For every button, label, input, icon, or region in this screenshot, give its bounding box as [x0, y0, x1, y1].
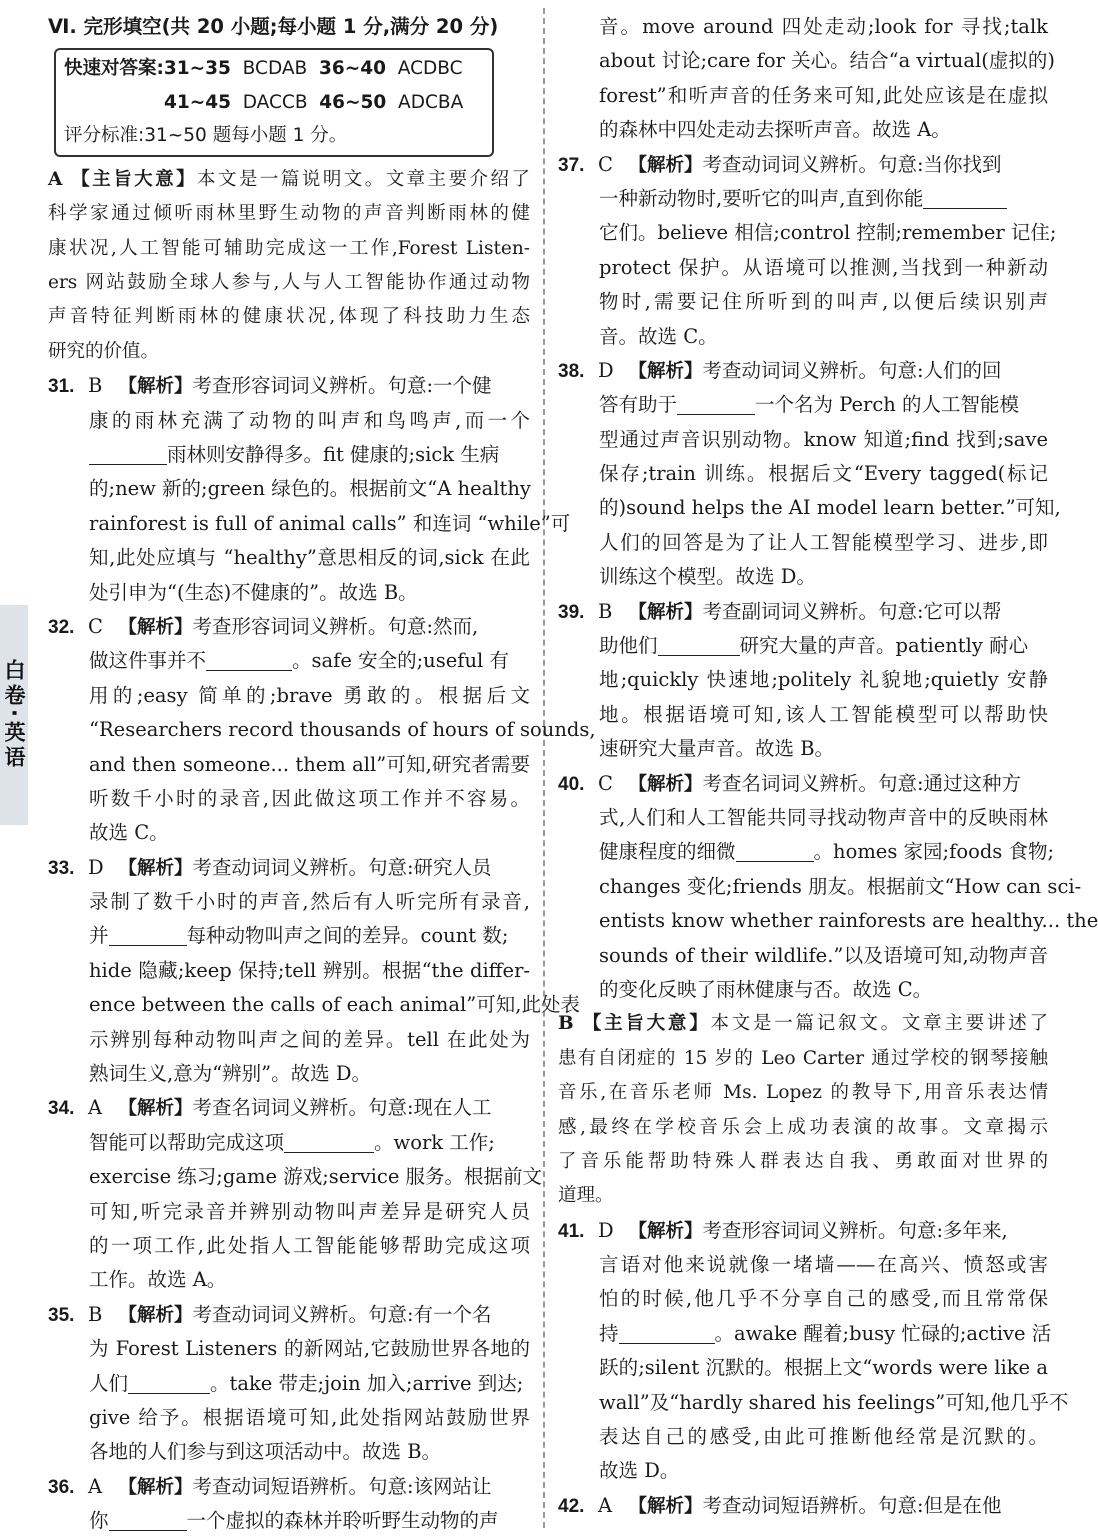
explanation-line: [48, 438, 530, 472]
question-number: 42.: [558, 1495, 585, 1517]
question-item: [558, 354, 1048, 388]
text-run: forest”和听声音的任务来可知,此处应该是在虚拟: [599, 83, 1048, 107]
text-run: 人们的回答是为了让人工智能模型学习、进步,即: [599, 530, 1048, 554]
explanation-line: [48, 1057, 530, 1091]
text-run: 考查动词短语辨析。句意:但是在他: [702, 1493, 1002, 1517]
text-run: 各地的人们参与到这项活动中。故选 B。: [89, 1440, 442, 1464]
explanation-line: [558, 388, 1048, 422]
explanation-line: [558, 423, 1048, 457]
text-run: B: [558, 1013, 583, 1035]
explanation-line: [48, 576, 530, 610]
explanation-line: [48, 988, 580, 1022]
analysis-tag: 【解析】: [112, 376, 193, 398]
text-run: 研究的价值。: [48, 340, 160, 362]
text-run: 示辨别每种动物叫声之间的差异。tell 在此处为: [89, 1027, 530, 1051]
text-run: 考查名词词义辨析。句意:现在人工: [192, 1096, 492, 1120]
text-run: DACCB: [230, 91, 320, 113]
text-run: 快速对答案:: [64, 58, 164, 80]
text-run: 你: [89, 1509, 109, 1533]
text-run: A: [48, 168, 72, 190]
explanation-line: [558, 1317, 1052, 1351]
text-run: 一种新动物时,要听它的叫声,直到你能: [599, 186, 924, 210]
text-run: 速研究大量声音。故选 B。: [599, 737, 835, 761]
analysis-tag: 【解析】: [622, 1495, 703, 1517]
answer-letter: D: [598, 1218, 614, 1242]
summary-line: [48, 300, 530, 334]
text-run: 31~35: [163, 58, 231, 80]
text-run: 训练这个模型。故选 D。: [599, 565, 816, 589]
text-run: and then someone... them all”可知,研究者需要: [89, 752, 530, 776]
answer-blank: [109, 923, 187, 946]
text-run: 的;new 新的;green 绿色的。根据前文“A healthy: [89, 477, 531, 501]
summary-line: [48, 197, 530, 231]
explanation-line: [558, 1351, 1048, 1385]
explanation-line: [558, 560, 1048, 594]
question-number: 36.: [48, 1476, 75, 1498]
text-run: 的一项工作,此处指人工智能能够帮助完成这项: [89, 1234, 530, 1257]
explanation-line: [558, 1282, 1048, 1316]
explanation-line: [48, 885, 530, 919]
question-number: 38.: [558, 360, 585, 382]
answer-blank: [619, 1321, 715, 1344]
summary-line: [558, 1179, 1048, 1213]
summary-line: [48, 232, 530, 266]
text-run: 考查名词词义辨析。句意:通过这种方: [702, 771, 1022, 795]
analysis-tag: 【解析】: [112, 616, 193, 638]
explanation-line: [48, 1332, 530, 1366]
question-number: 34.: [48, 1098, 75, 1120]
question-number: 35.: [48, 1304, 75, 1326]
text-run: 雨林则安静得多。fit 健康的;sick 生病: [167, 443, 500, 467]
answer-letter: A: [88, 1096, 103, 1120]
question-item: [48, 851, 530, 885]
question-item: [48, 1298, 530, 1332]
text-run: rainforest is full of animal calls” 和连词 “while”可: [89, 511, 571, 535]
question-item: [48, 610, 530, 644]
explanation-line: [558, 1386, 1069, 1420]
text-run: 健康程度的细微: [599, 840, 736, 864]
answer-letter: C: [598, 152, 613, 176]
question-number: 37.: [558, 154, 585, 176]
text-run: BCDAB: [230, 58, 319, 80]
explanation-line: [558, 973, 1048, 1007]
question-number: 39.: [558, 601, 585, 623]
answer-letter: A: [598, 1493, 613, 1517]
side-tab-label: 白卷·英语: [2, 659, 26, 771]
explanation-line: [48, 1367, 530, 1401]
explanation-line: [558, 1454, 1048, 1488]
summary-line: [558, 1007, 1048, 1041]
answer-key-line: [64, 52, 484, 86]
text-run: 听数千小时的录音,因此做这项工作并不容易。: [89, 786, 530, 810]
summary-line: [558, 1111, 1048, 1145]
text-run: 音。move around 四处走动;look for 寻找;talk: [599, 15, 1048, 38]
text-run: sounds of their wildlife.”以及语境可知,动物声音: [599, 943, 1048, 967]
analysis-tag: 【解析】: [112, 857, 193, 879]
analysis-tag: 【解析】: [622, 360, 703, 382]
text-run: 助他们: [599, 634, 658, 658]
text-run: 它们。believe 相信;control 控制;remember 记住;: [599, 221, 1057, 245]
text-run: about 讨论;care for 关心。结合“a virtual(虚拟的): [599, 49, 1055, 73]
text-run: 言语对他来说就像一堵墙——在高兴、愤怒或害: [599, 1253, 1048, 1277]
text-run: give 给予。根据语境可知,此处指网站鼓励世界: [89, 1405, 530, 1429]
text-run: 评分标准:31~50 题每小题 1 分。: [64, 125, 348, 147]
text-run: 考查动词词义辨析。句意:人们的回: [702, 358, 1002, 382]
answer-blank: [923, 186, 1007, 209]
explanation-line: [558, 457, 1048, 491]
text-run: 了音乐能帮助特殊人群表达自我、勇敢面对世界的: [558, 1150, 1048, 1172]
question-number: 32.: [48, 616, 75, 638]
explanation-line: [48, 1435, 530, 1469]
text-run: ence between the calls of each animal”可知,此处表: [89, 993, 580, 1017]
text-run: 46~50: [319, 91, 387, 113]
text-run: 一个虚拟的森林并聆听野生动物的声: [186, 1509, 499, 1533]
text-run: 用的;easy 简单的;brave 勇敢的。根据后文: [89, 683, 530, 707]
explanation-line: [48, 919, 530, 953]
text-run: 熟词生义,意为“辨别”。故选 D。: [89, 1062, 371, 1086]
text-run: 科学家通过倾听雨林里野生动物的声音判断雨林的健: [48, 203, 530, 225]
text-run: 考查形容词词义辨析。句意:多年来,: [702, 1218, 1008, 1242]
text-run: entists know whether rainforests are healthy... the: [599, 909, 1098, 933]
answer-letter: B: [88, 374, 103, 398]
analysis-tag: 【解析】: [622, 1220, 703, 1242]
explanation-line: [558, 663, 1048, 697]
text-run: 知,此处应填与 “healthy”意思相反的词,sick 在此: [89, 546, 530, 570]
explanation-line: [558, 698, 1048, 732]
text-run: 患有自闭症的 15 岁的 Leo Carter 通过学校的钢琴接触: [558, 1047, 1048, 1069]
text-run: 人们: [89, 1371, 129, 1395]
text-run: ADCBA: [386, 91, 464, 113]
text-run: 康的雨林充满了动物的叫声和鸟鸣声,而一个: [89, 408, 530, 432]
explanation-line: [558, 1420, 1048, 1454]
answer-letter: C: [88, 614, 103, 638]
text-run: 物时,需要记住所听到的叫声,以便后续识别声: [599, 290, 1048, 314]
text-run: 。homes 家园;foods 食物;: [813, 840, 1055, 864]
text-run: 录制了数千小时的声音,然后有人听完所有录音,: [89, 890, 530, 914]
text-run: 答有助于: [599, 393, 678, 417]
summary-line: [48, 335, 530, 369]
question-item: [48, 1470, 530, 1504]
explanation-line: [48, 748, 530, 782]
text-run: [64, 92, 164, 113]
text-run: 型通过声音识别动物。know 知道;find 找到;save: [599, 427, 1048, 451]
answer-blank: [128, 1371, 210, 1394]
explanation-line: [558, 320, 1048, 354]
text-run: changes 变化;friends 朋友。根据前文“How can sci-: [599, 874, 1082, 898]
question-item: [558, 767, 1048, 801]
explanation-line: [558, 801, 1048, 835]
text-run: hide 隐藏;keep 保持;tell 辨别。根据“the differ-: [89, 958, 530, 982]
text-run: 36~40: [318, 58, 386, 80]
text-run: 41~45: [163, 91, 231, 113]
text-run: exercise 练习;game 游戏;service 服务。根据前文: [89, 1165, 543, 1189]
text-run: 本文是一篇说明文。文章主要介绍了: [197, 168, 530, 190]
explanation-line: [48, 404, 530, 438]
explanation-line: [558, 904, 1098, 938]
question-number: 40.: [558, 773, 585, 795]
text-run: 音。故选 C。: [599, 324, 718, 348]
question-item: [558, 148, 1048, 182]
text-run: 智能可以帮助完成这项: [89, 1130, 285, 1154]
quick-answer-box: [54, 48, 494, 157]
explanation-line: [48, 816, 530, 850]
summary-line: [558, 1042, 1048, 1076]
text-run: “Researchers record thousands of hours of sounds,: [89, 718, 596, 742]
explanation-line: [558, 1248, 1048, 1282]
answer-key-line: [64, 86, 484, 120]
question-number: 41.: [558, 1220, 585, 1242]
text-run: 持: [599, 1321, 619, 1345]
explanation-line: [48, 644, 530, 678]
text-run: 地。根据语境可知,该人工智能模型可以帮助快: [599, 702, 1048, 726]
explanation-line: [48, 954, 530, 988]
text-run: 康状况,人工智能可辅助完成这一工作,Forest Listen-: [48, 237, 530, 259]
text-run: 为 Forest Listeners 的新网站,它鼓励世界各地的: [89, 1337, 530, 1361]
explanation-line: [558, 285, 1048, 319]
answer-blank: [677, 392, 755, 415]
answer-blank: [736, 839, 814, 862]
explanation-line: [558, 526, 1048, 560]
text-run: 可知,听完录音并辨别动物叫声差异是研究人员: [89, 1199, 530, 1223]
right-column: [558, 10, 1098, 1523]
question-number: 31.: [48, 376, 75, 398]
explanation-line: [48, 1126, 530, 1160]
text-run: 式,人们和人工智能共同寻找动物声音中的反映雨林: [599, 805, 1048, 829]
answer-letter: D: [88, 855, 104, 879]
text-run: 的)sound helps the AI model learn better.”可知,: [599, 496, 1061, 520]
text-run: 音乐,在音乐老师 Ms. Lopez 的教导下,用音乐表达情: [558, 1082, 1048, 1104]
text-run: 考查动词词义辨析。句意:当你找到: [702, 152, 1002, 176]
explanation-line: [48, 1023, 530, 1057]
question-item: [558, 1489, 1048, 1523]
answer-letter: B: [88, 1302, 103, 1326]
analysis-tag: 【解析】: [622, 773, 703, 795]
text-run: 。take 带走;join 加入;arrive 到达;: [210, 1371, 524, 1395]
text-run: 考查动词短语辨析。句意:该网站让: [192, 1474, 492, 1498]
text-run: 故选 D。: [599, 1459, 680, 1483]
answer-blank: [284, 1130, 374, 1153]
analysis-tag: 【解析】: [112, 1476, 193, 1498]
answer-letter: A: [88, 1474, 103, 1498]
text-run: 考查动词词义辨析。句意:有一个名: [192, 1302, 492, 1326]
answer-letter: C: [598, 771, 613, 795]
question-item: [48, 369, 530, 403]
text-run: ACDBC: [385, 58, 463, 80]
explanation-line: [48, 1229, 530, 1263]
answer-blank: [658, 633, 740, 656]
summary-line: [558, 1076, 1048, 1110]
text-run: 做这件事并不: [89, 649, 207, 673]
answer-letter: D: [598, 358, 614, 382]
text-run: 。safe 安全的;useful 有: [292, 649, 509, 673]
text-run: 地;quickly 快速地;politely 礼貌地;quietly 安静: [599, 668, 1048, 692]
text-run: 考查形容词词义辨析。句意:一个健: [192, 374, 492, 398]
summary-line: [558, 1145, 1048, 1179]
explanation-line: [48, 1263, 530, 1297]
text-run: wall”及“hardly shared his feelings”可知,他几乎不: [599, 1390, 1069, 1414]
text-run: 【主旨大意】: [71, 168, 198, 190]
text-run: 处引申为“(生态)不健康的”。故选 B。: [89, 580, 418, 604]
explanation-line: [558, 939, 1048, 973]
text-run: 怕的时候,他几乎不分享自己的感受,而且常常保: [599, 1287, 1048, 1311]
text-run: 表达自己的感受,由此可推断他经常是沉默的。: [599, 1425, 1048, 1449]
question-item: [558, 595, 1048, 629]
explanation-line: [558, 182, 1048, 216]
text-run: Ⅵ. 完形填空(共 20 小题;每小题 1 分,满分 20 分): [48, 15, 499, 38]
analysis-tag: 【解析】: [622, 154, 703, 176]
text-run: 并: [89, 924, 109, 948]
text-run: 考查副词词义辨析。句意:它可以帮: [702, 599, 1002, 623]
text-run: 一个名为 Perch 的人工智能模: [755, 393, 1019, 417]
text-run: 。work 工作;: [374, 1130, 495, 1154]
text-run: 故选 C。: [89, 821, 169, 845]
text-run: 的变化反映了雨林健康与否。故选 C。: [599, 977, 933, 1001]
explanation-line: [48, 713, 596, 747]
text-run: 感,最终在学校音乐会上成功表演的故事。文章揭示: [558, 1116, 1048, 1138]
text-run: 跃的;silent 沉默的。根据上文“words were like a: [599, 1356, 1048, 1380]
explanation-line: [48, 507, 571, 541]
answer-key-line: [64, 119, 484, 153]
summary-line: [48, 163, 530, 197]
explanation-line: [48, 1504, 530, 1538]
explanation-line: [558, 732, 1048, 766]
explanation-line: [558, 216, 1057, 250]
answer-blank: [206, 648, 292, 671]
explanation-line: [48, 472, 530, 506]
text-run: 每种动物叫声之间的差异。count 数;: [186, 924, 509, 948]
explanation-line: [558, 79, 1048, 113]
summary-line: [48, 266, 530, 300]
explanation-line: [558, 629, 1048, 663]
explanation-line: [48, 1401, 530, 1435]
explanation-line: [558, 10, 1048, 44]
analysis-tag: 【解析】: [622, 601, 703, 623]
explanation-line: [48, 541, 530, 575]
text-run: ers 网站鼓励全球人参与,人与人工智能协作通过动物: [48, 272, 530, 294]
explanation-line: [48, 679, 530, 713]
text-run: 本文是一篇记叙文。文章主要讲述了: [710, 1013, 1048, 1035]
explanation-line: [558, 44, 1055, 78]
analysis-tag: 【解析】: [112, 1304, 193, 1326]
explanation-line: [48, 782, 530, 816]
text-run: 工作。故选 A。: [89, 1268, 227, 1292]
section-header: [48, 10, 530, 44]
answer-blank: [109, 1508, 187, 1531]
question-item: [558, 1214, 1048, 1248]
explanation-line: [558, 870, 1082, 904]
column-divider: [543, 8, 545, 1528]
explanation-line: [48, 1195, 530, 1229]
explanation-line: [48, 1160, 543, 1194]
text-run: 【主旨大意】: [582, 1013, 711, 1035]
text-run: 研究大量的声音。patiently 耐心: [739, 634, 1029, 658]
text-run: 保存;train 训练。根据后文“Every tagged(标记: [599, 462, 1048, 486]
explanation-line: [558, 113, 1048, 147]
answer-blank: [89, 442, 167, 465]
text-run: 道理。: [558, 1185, 614, 1207]
explanation-line: [558, 835, 1055, 869]
text-run: 。awake 醒着;busy 忙碌的;active 活: [714, 1321, 1052, 1345]
answer-letter: B: [598, 599, 613, 623]
text-run: 考查形容词词义辨析。句意:然而,: [192, 614, 479, 638]
side-tab: [0, 605, 28, 825]
text-run: protect 保护。从语境可以推测,当找到一种新动: [599, 255, 1048, 279]
explanation-line: [558, 491, 1061, 525]
question-item: [48, 1091, 530, 1125]
text-run: 声音特征判断雨林的健康状况,体现了科技助力生态: [48, 306, 530, 328]
explanation-line: [558, 251, 1048, 285]
question-number: 33.: [48, 857, 75, 879]
text-run: 考查动词词义辨析。句意:研究人员: [192, 855, 492, 879]
analysis-tag: 【解析】: [112, 1098, 193, 1120]
text-run: 的森林中四处走动去探听声音。故选 A。: [599, 118, 951, 142]
